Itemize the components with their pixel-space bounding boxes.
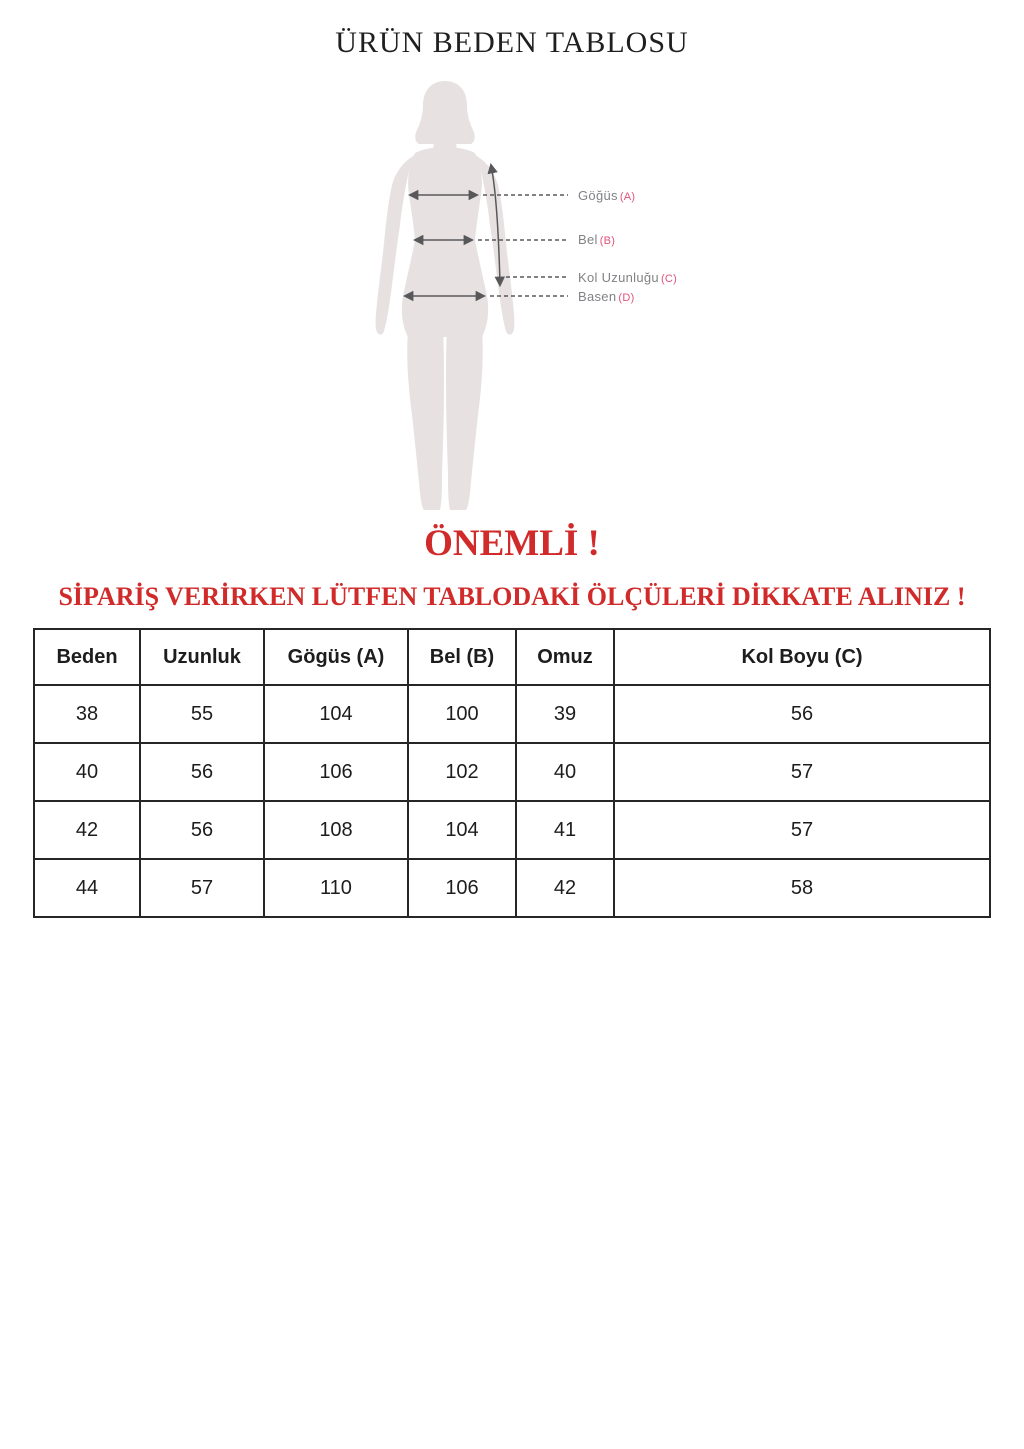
table-row (34, 743, 990, 801)
silhouette-left-leg (407, 330, 444, 510)
hip-label-text: Basen (578, 289, 617, 304)
size-table (33, 628, 991, 918)
table-cell: 58 (614, 859, 990, 917)
body-measurement-diagram (360, 75, 700, 520)
table-cell: 104 (264, 685, 408, 743)
table-cell: 40 (34, 743, 140, 801)
waist-measure-label (578, 232, 615, 247)
table-cell: 39 (516, 685, 614, 743)
header-uzunluk: Uzunluk (140, 629, 264, 685)
table-cell: 100 (408, 685, 516, 743)
table-cell: 106 (408, 859, 516, 917)
table-cell: 55 (140, 685, 264, 743)
table-cell: 56 (614, 685, 990, 743)
silhouette-torso (402, 147, 488, 337)
table-cell: 38 (34, 685, 140, 743)
table-cell: 102 (408, 743, 516, 801)
arm-length-measure-label (578, 270, 677, 285)
hip-label-code: (D) (618, 292, 635, 304)
table-row (34, 685, 990, 743)
table-cell: 57 (614, 743, 990, 801)
table-cell: 57 (140, 859, 264, 917)
chest-label-text: Göğüs (578, 188, 618, 203)
size-table-header-row (34, 629, 990, 685)
table-cell: 41 (516, 801, 614, 859)
header-gogus: Gögüs (A) (264, 629, 408, 685)
table-row (34, 859, 990, 917)
table-cell: 106 (264, 743, 408, 801)
table-cell: 104 (408, 801, 516, 859)
header-beden: Beden (34, 629, 140, 685)
header-omuz: Omuz (516, 629, 614, 685)
waist-label-text: Bel (578, 232, 598, 247)
table-cell: 40 (516, 743, 614, 801)
table-cell: 42 (516, 859, 614, 917)
table-cell: 57 (614, 801, 990, 859)
chest-measure-label (578, 188, 635, 203)
chest-label-code: (A) (619, 191, 636, 203)
arm-length-label-text: Kol Uzunluğu (578, 270, 659, 285)
order-warning-text: SİPARİŞ VERİRKEN LÜTFEN TABLODAKİ ÖLÇÜLERİ DİKKATE ALINIZ ! (58, 582, 966, 611)
silhouette-right-leg (446, 330, 483, 510)
header-kol-boyu: Kol Boyu (C) (614, 629, 990, 685)
arm-length-label-code: (C) (660, 273, 678, 285)
table-cell: 44 (34, 859, 140, 917)
table-cell: 110 (264, 859, 408, 917)
important-heading: ÖNEMLİ ! (424, 523, 600, 564)
table-cell: 108 (264, 801, 408, 859)
hip-measure-label (578, 289, 635, 304)
waist-label-code: (B) (599, 235, 616, 247)
table-cell: 56 (140, 743, 264, 801)
table-row (34, 801, 990, 859)
table-cell: 42 (34, 801, 140, 859)
header-bel: Bel (B) (408, 629, 516, 685)
table-cell: 56 (140, 801, 264, 859)
page-title: ÜRÜN BEDEN TABLOSU (335, 26, 689, 59)
